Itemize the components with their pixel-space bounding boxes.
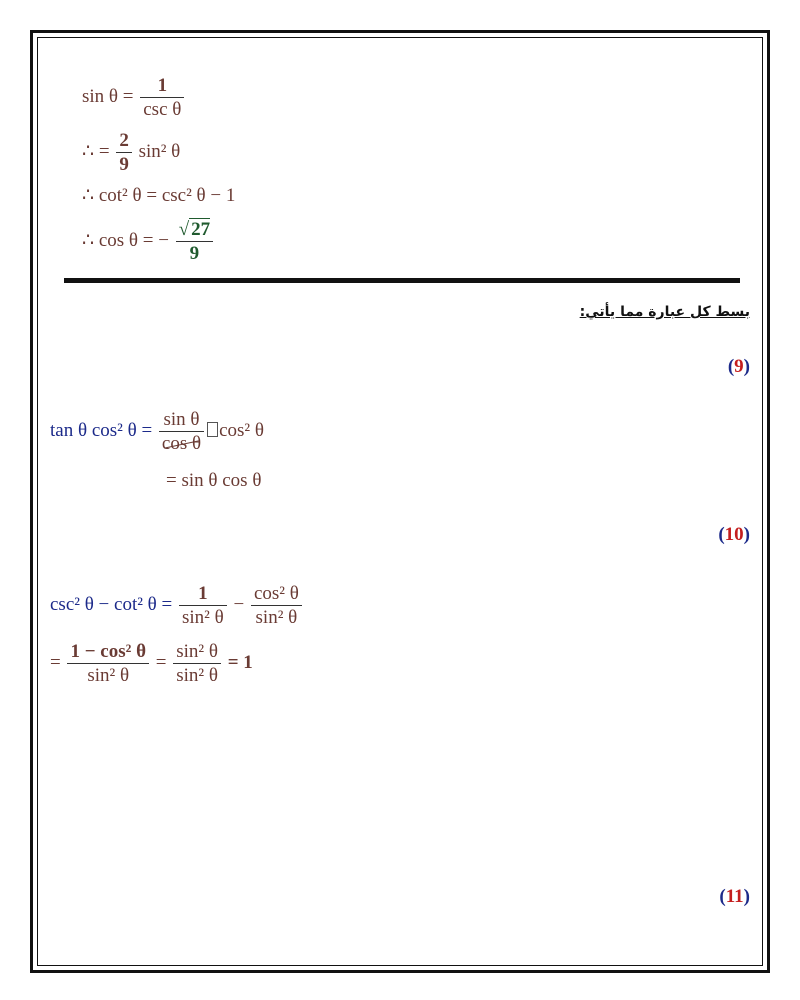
- derivation-line-3: [82, 186, 235, 205]
- line1-denominator: csc θ: [143, 99, 182, 120]
- line1-numerator: 1: [140, 76, 184, 98]
- sqrt-radicand: 27: [191, 219, 211, 240]
- q9-tail: cos² θ: [219, 419, 264, 441]
- question-number-10: (10): [718, 524, 750, 545]
- q10-f1-denominator: sin² θ: [182, 607, 224, 628]
- q9-label: 9: [734, 356, 744, 377]
- question-number-11: (11): [719, 886, 750, 907]
- line2-fraction: [116, 131, 132, 174]
- q10-fraction-3: [67, 642, 149, 685]
- instruction-heading: بسط كل عبارة مما يأتي:: [579, 304, 750, 320]
- q10-equals-1: =: [50, 651, 61, 673]
- q9-line-1: [50, 410, 264, 453]
- q10-result: = 1: [227, 651, 253, 673]
- line2-rest: sin² θ: [138, 140, 181, 162]
- derivation-line-2: [82, 131, 180, 174]
- line4-lhs: ∴ cos θ = −: [82, 229, 169, 251]
- q10-f3-numerator: 1 − cos² θ: [67, 642, 149, 664]
- page-border-inner: [37, 37, 763, 966]
- q10-fraction-4: [173, 642, 221, 685]
- line1-lhs: sin θ =: [82, 85, 134, 107]
- line4-numerator: √ 27: [176, 220, 213, 242]
- line2-numerator: 2: [116, 131, 132, 153]
- q9-numerator: sin θ: [159, 410, 204, 432]
- section-divider: [64, 278, 740, 283]
- q10-f1-numerator: 1: [179, 584, 227, 606]
- q9-result: = sin θ cos θ: [166, 470, 262, 491]
- line2-lhs: ∴ =: [82, 140, 110, 162]
- q10-fraction-1: [179, 584, 227, 627]
- q10-line-2: [50, 642, 253, 685]
- q10-fraction-2: [251, 584, 302, 627]
- q10-equals-2: =: [155, 651, 167, 673]
- q9-denominator-cancelled: cos θ: [161, 433, 202, 454]
- q10-minus: −: [233, 593, 245, 615]
- q10-f3-denominator: sin² θ: [87, 665, 130, 686]
- multiply-box-glyph: [207, 422, 218, 437]
- line4-denominator: 9: [189, 243, 200, 264]
- q10-f4-numerator: sin² θ: [173, 642, 221, 664]
- q9-lhs: tan θ cos² θ =: [50, 419, 153, 441]
- q10-f2-numerator: cos² θ: [251, 584, 302, 606]
- q11-label: 11: [725, 886, 744, 907]
- derivation-line-1: [82, 76, 186, 119]
- line4-fraction: [176, 220, 213, 263]
- q9-fraction: [159, 410, 204, 453]
- line1-fraction: [140, 76, 184, 119]
- q9-line-2: [166, 471, 261, 490]
- derivation-line-4: [82, 220, 215, 263]
- q10-lhs: csc² θ − cot² θ =: [50, 593, 173, 615]
- line3-text: ∴ cot² θ = csc² θ − 1: [82, 185, 236, 206]
- question-number-9: (9): [727, 356, 750, 377]
- q10-f4-denominator: sin² θ: [176, 665, 218, 686]
- q10-f2-denominator: sin² θ: [255, 607, 298, 628]
- q10-label: 10: [724, 524, 744, 545]
- q10-line-1: [50, 584, 304, 627]
- line2-denominator: 9: [119, 154, 129, 175]
